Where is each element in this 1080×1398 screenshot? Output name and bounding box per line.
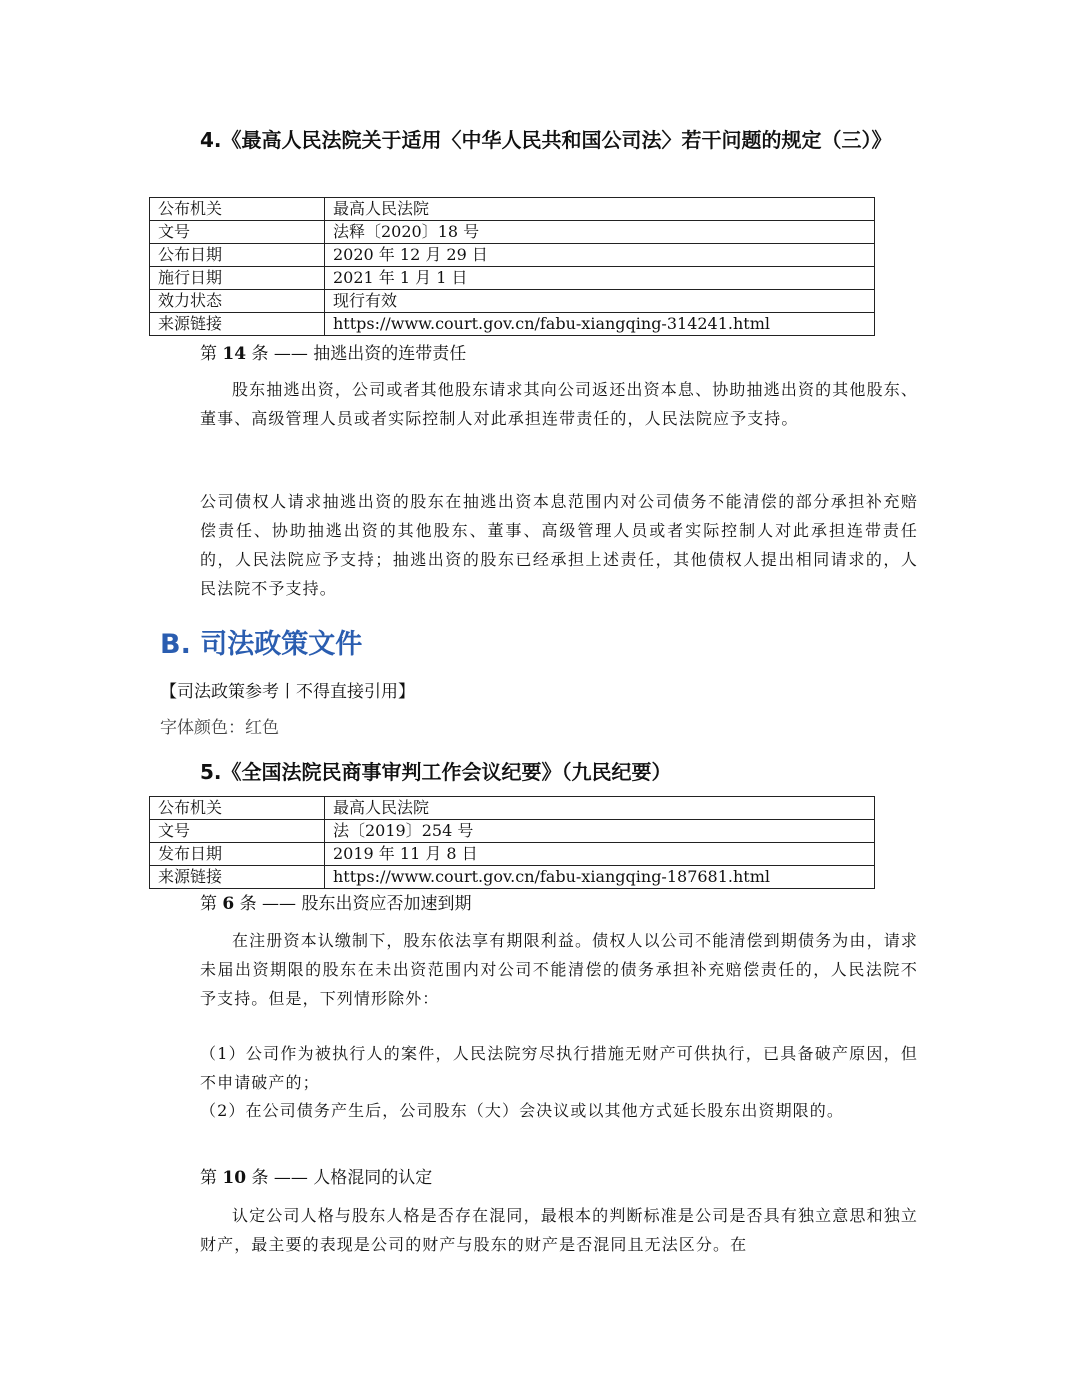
article-prefix: 第 [200, 894, 223, 914]
table-row [150, 290, 875, 313]
article-title: 抽逃出资的连带责任 [313, 344, 467, 364]
article-14-para-2: 公司债权人请求抽逃出资的股东在抽逃出资本息范围内对公司债务不能清偿的部分承担补充赔偿责任、协助抽逃出资的其他股东、董事、高级管理人员或者实际控制人对此承担连带责任的，人民法院应予支持；抽逃出资的股东已经承担上述责任，其他债权人提出相同请求的，人民法院不予支持。 [200, 492, 918, 598]
doc4-meta-table [149, 197, 875, 336]
article-separator: 条 —— [246, 1168, 314, 1188]
article-title: 人格混同的认定 [313, 1168, 433, 1188]
meta-key: 来源链接 [150, 866, 325, 889]
table-row [150, 797, 875, 820]
article-separator: 条 —— [234, 894, 302, 914]
article-prefix: 第 [200, 344, 223, 364]
meta-key: 施行日期 [150, 267, 325, 290]
table-row [150, 843, 875, 866]
article-number: 14 [222, 344, 247, 364]
meta-key: 公布机关 [150, 198, 325, 221]
source-link[interactable]: https://www.court.gov.cn/fabu-xiangqing-187681.html [325, 866, 875, 889]
table-row [150, 313, 875, 336]
meta-key: 公布日期 [150, 244, 325, 267]
meta-value: 2019 年 11 月 8 日 [325, 843, 875, 866]
article-6-item-2: （2）在公司债务产生后，公司股东（大）会决议或以其他方式延长股东出资期限的。 [200, 1101, 844, 1120]
table-row [150, 244, 875, 267]
meta-value: 现行有效 [325, 290, 875, 313]
meta-value: 法〔2019〕254 号 [325, 820, 875, 843]
article-number: 6 [222, 894, 235, 914]
article-prefix: 第 [200, 1168, 223, 1188]
policy-note: 【司法政策参考丨不得直接引用】 [160, 682, 415, 702]
meta-value: 最高人民法院 [325, 198, 875, 221]
font-color-note: 字体颜色：红色 [160, 718, 279, 738]
meta-key: 效力状态 [150, 290, 325, 313]
meta-key: 发布日期 [150, 843, 325, 866]
meta-key: 公布机关 [150, 797, 325, 820]
article-10-para-1: 认定公司人格与股东人格是否存在混同，最根本的判断标准是公司是否具有独立意思和独立财产，最主要的表现是公司的财产与股东的财产是否混同且无法区分。在 [200, 1206, 918, 1254]
doc5-title: 5.《全国法院民商事审判工作会议纪要》（九民纪要） [200, 760, 672, 784]
source-link[interactable]: https://www.court.gov.cn/fabu-xiangqing-314241.html [325, 313, 875, 336]
table-row [150, 221, 875, 244]
meta-value: 2021 年 1 月 1 日 [325, 267, 875, 290]
doc4-title: 4.《最高人民法院关于适用〈中华人民共和国公司法〉若干问题的规定（三）》 [200, 128, 892, 152]
table-row [150, 820, 875, 843]
table-row [150, 267, 875, 290]
section-b-heading: B. 司法政策文件 [160, 629, 363, 660]
table-row [150, 866, 875, 889]
meta-key: 来源链接 [150, 313, 325, 336]
doc5-meta-table [149, 796, 875, 889]
table-row [150, 198, 875, 221]
meta-key: 文号 [150, 221, 325, 244]
article-14-heading [200, 342, 466, 366]
article-10-heading [200, 1166, 432, 1190]
meta-value: 最高人民法院 [325, 797, 875, 820]
article-6-para-1: 在注册资本认缴制下，股东依法享有期限利益。债权人以公司不能清偿到期债务为由，请求未届出资期限的股东在未出资范围内对公司不能清偿的债务承担补充赔偿责任的，人民法院不予支持。但是，下列情形除外： [200, 931, 918, 1008]
article-separator: 条 —— [246, 344, 314, 364]
article-6-heading [200, 892, 471, 916]
article-6-item-1: （1）公司作为被执行人的案件，人民法院穷尽执行措施无财产可供执行，已具备破产原因，但不申请破产的； [200, 1044, 918, 1092]
meta-value: 2020 年 12 月 29 日 [325, 244, 875, 267]
article-title: 股东出资应否加速到期 [301, 894, 472, 914]
meta-value: 法释〔2020〕18 号 [325, 221, 875, 244]
article-14-para-1: 股东抽逃出资，公司或者其他股东请求其向公司返还出资本息、协助抽逃出资的其他股东、董事、高级管理人员或者实际控制人对此承担连带责任的，人民法院应予支持。 [200, 380, 918, 428]
meta-key: 文号 [150, 820, 325, 843]
article-number: 10 [222, 1168, 247, 1188]
